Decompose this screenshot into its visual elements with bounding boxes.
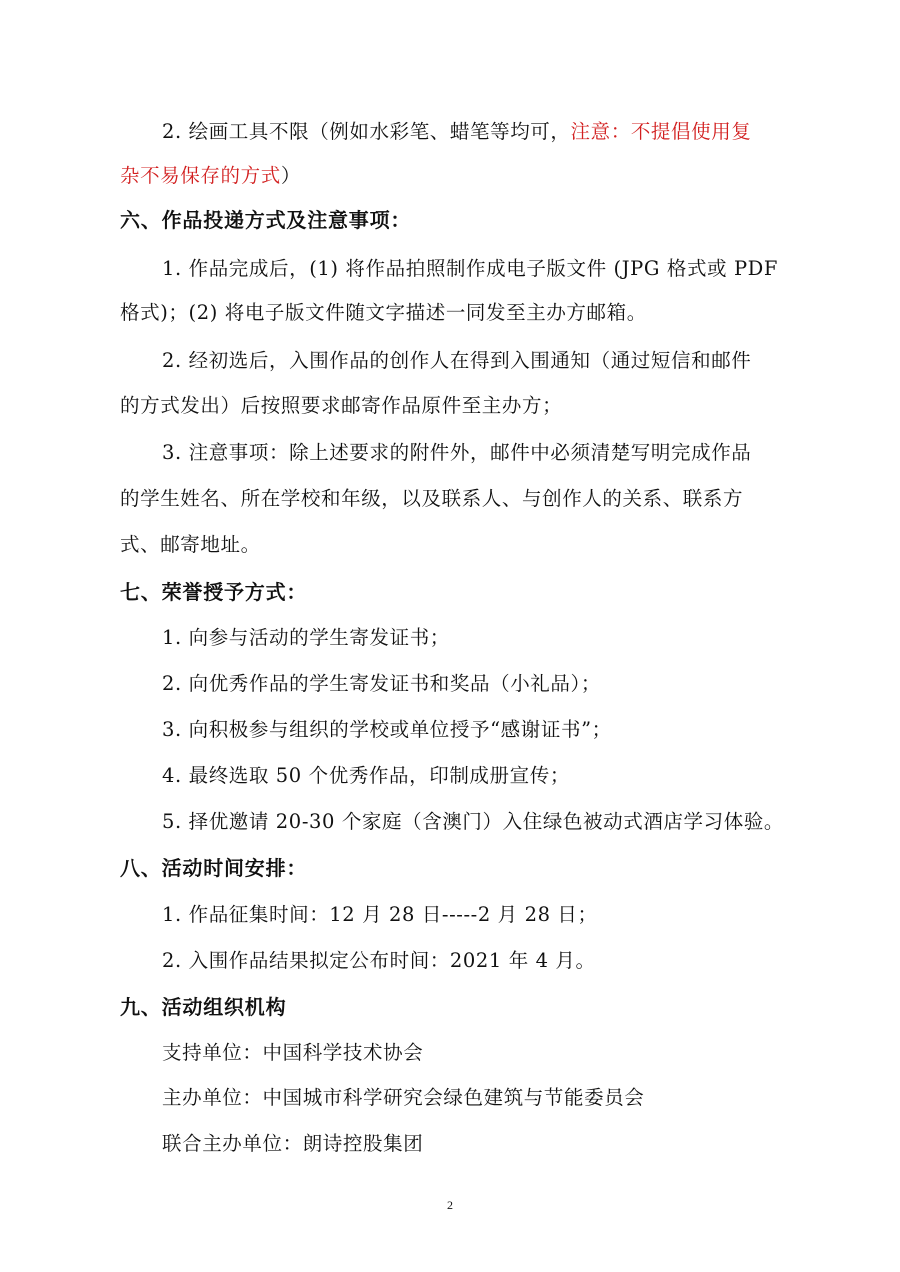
organizer-supporter: 支持单位：中国科学技术协会 [162,1041,424,1064]
page-number: 2 [447,1198,453,1212]
honor-item-3: 3. 向积极参与组织的学校或单位授予“感谢证书”； [162,718,612,741]
drawing-tools-line [162,116,751,144]
drawing-tools-line-2: 杂不易保存的方式） [120,164,301,187]
submission-item-2-cont: 的方式发出）后按照要求邮寄作品原件至主办方； [120,394,563,417]
honor-item-4: 4. 最终选取 50 个优秀作品，印制成册宣传； [162,764,570,787]
drawing-tools-text: 2. 绘画工具不限（例如水彩笔、蜡笔等均可， [162,120,571,143]
section-7-heading: 七、荣誉授予方式： [120,580,308,604]
drawing-tools-note: 注意：不提倡使用复 [570,120,752,143]
submission-item-1-cont: 格式)；(2) 将电子版文件随文字描述一同发至主办方邮箱。 [120,301,647,324]
submission-item-1: 1. 作品完成后，(1) 将作品拍照制作成电子版文件 (JPG 格式或 PDF [162,257,779,280]
honor-item-1: 1. 向参与活动的学生寄发证书； [162,626,450,649]
submission-item-3-cont-2: 式、邮寄地址。 [120,533,261,556]
drawing-tools-note-cont: 杂不易保存的方式 [120,164,281,187]
submission-item-3: 3. 注意事项：除上述要求的附件外，邮件中必须清楚写明完成作品 [162,441,752,464]
honor-item-2: 2. 向优秀作品的学生寄发证书和奖品（小礼品）； [162,672,601,695]
schedule-item-1: 1. 作品征集时间：12 月 28 日-----2 月 28 日； [162,903,598,926]
section-8-heading: 八、活动时间安排： [120,856,308,880]
organizer-cohost: 联合主办单位：朗诗控股集团 [162,1132,424,1155]
schedule-item-2: 2. 入围作品结果拟定公布时间：2021 年 4 月。 [162,949,596,972]
section-6-heading: 六、作品投递方式及注意事项： [120,208,412,232]
submission-item-2: 2. 经初选后，入围作品的创作人在得到入围通知（通过短信和邮件 [162,349,752,372]
honor-item-5: 5. 择优邀请 20-30 个家庭（含澳门）入住绿色被动式酒店学习体验。 [162,810,785,833]
submission-item-3-cont: 的学生姓名、所在学校和年级，以及联系人、与创作人的关系、联系方 [120,487,744,510]
organizer-host: 主办单位：中国城市科学研究会绿色建筑与节能委员会 [162,1086,645,1109]
section-9-heading: 九、活动组织机构 [120,995,287,1019]
